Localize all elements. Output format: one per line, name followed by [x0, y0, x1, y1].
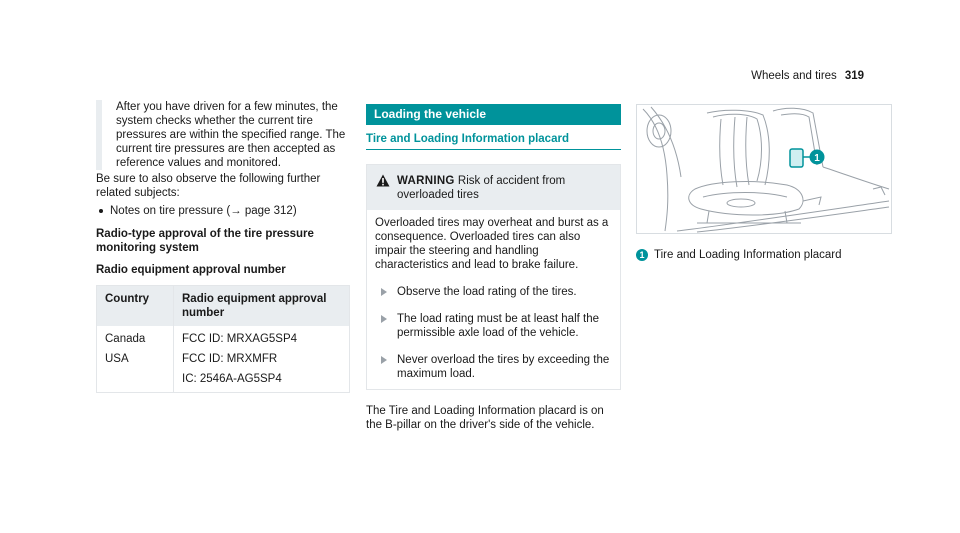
approval-number: IC: 2546A-AG5SP4: [182, 373, 282, 385]
callout-number: 1: [814, 153, 820, 164]
table-header-number: Radio equipment approval number: [174, 286, 350, 327]
action-triangle-icon: [381, 356, 387, 364]
action-item: [375, 285, 612, 299]
warning-icon: [376, 174, 390, 187]
car-interior-drawing: [637, 105, 891, 233]
placard-location: [366, 404, 621, 432]
warning-box: [366, 164, 621, 390]
action-text: Never overload the tires by exceeding the maximum load.: [397, 354, 610, 380]
country-canada: Canada: [105, 333, 146, 345]
action-text: Observe the load rating of the tires.: [397, 286, 577, 298]
table-cell-numbers: [174, 326, 350, 393]
action-item: [375, 353, 612, 381]
subheading-approval-number: Radio equipment approval number: [96, 264, 286, 276]
section-title: Tire and Loading Information placard: [366, 132, 621, 150]
middle-column: [366, 104, 621, 432]
callout-badge: 1: [636, 249, 648, 261]
related-link-text: Notes on tire pressure (→ page 312): [110, 205, 297, 217]
country-usa: USA: [105, 353, 129, 365]
right-column: [636, 104, 892, 262]
table-header-country: Country: [97, 286, 174, 327]
approval-number: FCC ID: MRXAG5SP4: [182, 333, 298, 345]
approval-table: [96, 285, 350, 393]
page-number: 319: [844, 70, 864, 82]
left-column: [96, 100, 350, 393]
note-text: After you have driven for a few minutes, the system checks whether the current tire pressures are within the specified range. The current tire pressures are then accepted as reference values and monitored.: [116, 101, 346, 169]
warning-header: [367, 165, 620, 210]
warning-text: Overloaded tires may overheat and burst as a consequence. Overloaded tires can also impair the steering and handling characteristics and lead to brake failure.: [375, 217, 609, 271]
related-intro: Be sure to also observe the following further related subjects:: [96, 173, 321, 199]
table-header-row: [97, 286, 350, 327]
approval-number: FCC ID: MRXMFR: [182, 353, 278, 365]
section-name: Wheels and tires: [751, 70, 837, 82]
door-sill-illustration: [636, 104, 892, 234]
caption-text: Tire and Loading Information placard: [654, 249, 842, 261]
related-link[interactable]: [96, 204, 350, 218]
subheading-radio-approval: Radio-type approval of the tire pressure monitoring system: [96, 228, 314, 254]
chapter-bar: Loading the vehicle: [366, 104, 621, 125]
action-triangle-icon: [381, 315, 387, 323]
page-header: [751, 69, 864, 83]
action-triangle-icon: [381, 288, 387, 296]
warning-headline: Risk of accident from overloaded tires: [397, 175, 566, 201]
warning-body: [367, 210, 620, 389]
action-item: [375, 312, 612, 340]
warning-keyword: WARNING: [397, 175, 455, 187]
action-text: The load rating must be at least half the permissible axle load of the vehicle.: [397, 313, 600, 339]
note-block: [96, 100, 350, 170]
placard-location-text: The Tire and Loading Information placard is on the B-pillar on the driver's side of the vehicle.: [366, 405, 604, 431]
table-cell-countries: [97, 326, 174, 393]
table-row: [97, 326, 350, 393]
figure-caption: [636, 248, 892, 262]
